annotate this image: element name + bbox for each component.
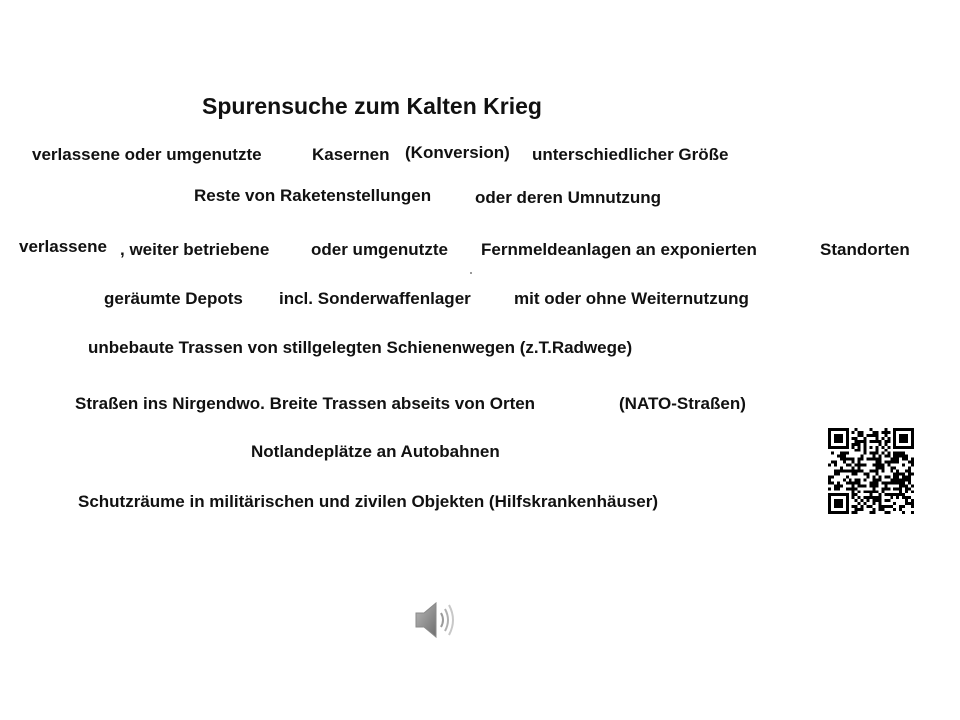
- line-1-part-4: unterschiedlicher Größe: [532, 145, 729, 164]
- line-7: Notlandeplätze an Autobahnen: [251, 442, 500, 461]
- line-6-part-2: (NATO-Straßen): [619, 394, 746, 413]
- slide-title: Spurensuche zum Kalten Krieg: [202, 93, 542, 119]
- line-6-part-1: Straßen ins Nirgendwo. Breite Trassen abseits von Orten: [75, 394, 536, 413]
- line-3-part-1: verlassene: [19, 237, 107, 256]
- line-4-part-3: mit oder ohne Weiternutzung: [514, 289, 749, 308]
- line-3-part-3: oder umgenutzte: [311, 240, 448, 259]
- line-2-part-2: oder deren Umnutzung: [475, 188, 662, 207]
- speaker-icon[interactable]: [412, 598, 460, 642]
- qr-code-icon: [828, 428, 914, 514]
- line-1-part-2: Kasernen: [312, 145, 390, 164]
- line-3-part-2: , weiter betriebene: [120, 240, 270, 259]
- line-3-part-5: Standorten: [820, 240, 910, 259]
- line-1-part-3: (Konversion): [405, 143, 510, 162]
- line-8: Schutzräume in militärischen und zivilen Objekten (Hilfskrankenhäuser): [78, 492, 659, 511]
- line-2-part-1: Reste von Raketenstellungen: [194, 186, 432, 205]
- line-3-part-4: Fernmeldeanlagen an exponierten: [481, 240, 757, 259]
- line-1-part-1: verlassene oder umgenutzte: [32, 145, 262, 164]
- stray-dot: [470, 272, 472, 274]
- line-4-part-1: geräumte Depots: [104, 289, 243, 308]
- line-4-part-2: incl. Sonderwaffenlager: [279, 289, 471, 308]
- line-5: unbebaute Trassen von stillgelegten Schienenwegen (z.T.Radwege): [88, 338, 633, 357]
